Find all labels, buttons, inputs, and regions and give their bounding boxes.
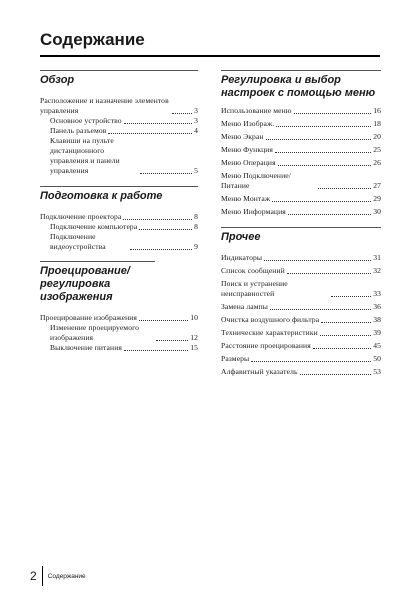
- leader-dots: [124, 123, 192, 124]
- leader-dots: [139, 320, 188, 321]
- leader-dots: [270, 309, 371, 310]
- toc-entry-title: Проецирование изображения: [40, 313, 137, 322]
- toc-entry[interactable]: [221, 106, 381, 116]
- toc-entry[interactable]: [40, 116, 198, 126]
- toc-entry[interactable]: [40, 313, 198, 323]
- toc-entry-title: Очистка воздушного фильтра: [221, 315, 320, 324]
- toc-entry-title: Изменение проецируемого изображения: [50, 323, 140, 342]
- toc-entry-page: 20: [373, 132, 381, 141]
- toc-entry-title: Панель разъемов: [50, 126, 107, 135]
- toc-entry-title: Индикаторы: [221, 253, 263, 262]
- toc-entry[interactable]: [221, 158, 381, 168]
- leader-dots: [130, 249, 192, 250]
- toc-entry[interactable]: [40, 136, 198, 176]
- toc-entry-title: Размеры: [221, 354, 250, 363]
- leader-dots: [139, 229, 192, 230]
- toc-entry-title: Алфавитный указатель: [221, 367, 298, 376]
- leader-dots: [288, 214, 371, 215]
- toc-right-column: [221, 70, 381, 377]
- toc-entry[interactable]: [40, 126, 198, 136]
- toc-entry-page: 31: [373, 253, 381, 262]
- toc-entry[interactable]: [221, 119, 381, 129]
- toc-entry[interactable]: [40, 222, 198, 232]
- toc-entry-page: 4: [194, 126, 198, 135]
- leader-dots: [276, 126, 371, 127]
- toc-entry-page: 53: [373, 367, 381, 376]
- toc-entry-title: Меню Операция: [221, 158, 276, 167]
- toc-entry-page: 27: [373, 181, 381, 190]
- toc-entry-page: 38: [373, 315, 381, 324]
- toc-entry[interactable]: [221, 145, 381, 155]
- toc-entry-page: 12: [190, 333, 198, 342]
- toc-entry-page: 36: [373, 302, 381, 311]
- toc-entry-page: 39: [373, 328, 381, 337]
- toc-entry-page: 50: [373, 354, 381, 363]
- section-heading-other: Прочее: [221, 227, 381, 244]
- toc-left-column: [40, 70, 198, 353]
- leader-dots: [321, 322, 371, 323]
- leader-dots: [331, 296, 371, 297]
- toc-entry-title: Меню Подключение/ Питание: [221, 171, 291, 190]
- leader-dots: [108, 133, 192, 134]
- toc-entry-page: 18: [373, 119, 381, 128]
- toc-entry[interactable]: [221, 279, 381, 299]
- toc-entry-page: 29: [373, 194, 381, 203]
- section-heading-preparation: Подготовка к работе: [40, 186, 198, 203]
- leader-dots: [156, 340, 188, 341]
- toc-entry[interactable]: [221, 341, 381, 351]
- page-footer: [30, 566, 86, 586]
- toc-entry-page: 30: [373, 207, 381, 216]
- toc-entry-page: 26: [373, 158, 381, 167]
- toc-entry-page: 33: [373, 289, 381, 298]
- toc-entry-title: Выключение питания: [50, 343, 122, 352]
- toc-entry-title: Меню Функция: [221, 145, 274, 154]
- toc-entry-title: Использование меню: [221, 106, 292, 115]
- toc-entry[interactable]: [221, 171, 381, 191]
- leader-dots: [275, 152, 371, 153]
- section-heading-projection: Проецирование/ регулировка изображения: [40, 262, 155, 304]
- toc-entry-title: Подключение компьютера: [50, 222, 138, 231]
- footer-label: Содержание: [47, 572, 86, 580]
- leader-dots: [287, 273, 371, 274]
- toc-entry[interactable]: [221, 354, 381, 364]
- toc-entry-title: Клавиши на пульте дистанционного управления и панели управления: [50, 136, 120, 175]
- toc-entry[interactable]: [40, 96, 198, 116]
- toc-entry-page: 15: [190, 343, 198, 352]
- toc-entry-page: 9: [194, 242, 198, 251]
- toc-entry[interactable]: [40, 323, 198, 343]
- leader-dots: [124, 350, 188, 351]
- leader-dots: [251, 361, 371, 362]
- page-number: 2: [30, 566, 43, 586]
- leader-dots: [272, 201, 371, 202]
- leader-dots: [318, 188, 371, 189]
- leader-dots: [278, 165, 372, 166]
- toc-entry-title: Меню Информация: [221, 207, 286, 216]
- toc-entry-title: Меню Монтаж: [221, 194, 271, 203]
- leader-dots: [300, 374, 372, 375]
- toc-entry[interactable]: [221, 253, 381, 263]
- toc-entry[interactable]: [221, 266, 381, 276]
- toc-entry[interactable]: [40, 232, 198, 252]
- toc-entry-title: Меню Экран: [221, 132, 264, 141]
- leader-dots: [294, 113, 372, 114]
- toc-entry[interactable]: [221, 315, 381, 325]
- toc-entry[interactable]: [40, 343, 198, 353]
- toc-entry-title: Расположение и назначение элементов управления: [40, 96, 169, 115]
- toc-entry-page: 16: [373, 106, 381, 115]
- leader-dots: [123, 219, 192, 220]
- toc-entry[interactable]: [221, 207, 381, 217]
- toc-entry-title: Подключение видеоустройства: [50, 232, 106, 251]
- section-heading-overview: Обзор: [40, 70, 198, 87]
- section-heading-menu-settings: Регулировка и выбор настроек с помощью меню: [221, 70, 381, 100]
- toc-entry[interactable]: [221, 328, 381, 338]
- toc-entry-title: Расстояние проецирования: [221, 341, 311, 350]
- toc-entry-page: 45: [373, 341, 381, 350]
- toc-entry[interactable]: [221, 194, 381, 204]
- toc-entry-page: 8: [194, 212, 198, 221]
- toc-entry-page: 32: [373, 266, 381, 275]
- toc-entry-page: 10: [190, 313, 198, 322]
- toc-entry[interactable]: [40, 212, 198, 222]
- toc-entry-title: Поиск и устранение неисправностей: [221, 279, 288, 298]
- toc-entry-page: 3: [194, 106, 198, 115]
- toc-entry-page: 8: [194, 222, 198, 231]
- toc-entry-page: 25: [373, 145, 381, 154]
- toc-entry-title: Основное устройство: [50, 116, 122, 125]
- toc-entry[interactable]: [221, 302, 381, 312]
- leader-dots: [140, 173, 192, 174]
- leader-dots: [172, 113, 192, 114]
- toc-entry[interactable]: [221, 132, 381, 142]
- leader-dots: [264, 260, 371, 261]
- toc-entry-page: 5: [194, 166, 198, 175]
- toc-entry[interactable]: [221, 367, 381, 377]
- page-title: Содержание: [40, 30, 380, 57]
- toc-entry-title: Список сообщений: [221, 266, 285, 275]
- leader-dots: [320, 335, 371, 336]
- leader-dots: [313, 348, 371, 349]
- toc-entry-page: 3: [194, 116, 198, 125]
- leader-dots: [266, 139, 372, 140]
- toc-entry-title: Меню Изображ.: [221, 119, 275, 128]
- toc-entry-title: Подключение проектора: [40, 212, 122, 221]
- toc-entry-title: Технические характеристики: [221, 328, 318, 337]
- toc-entry-title: Замена лампы: [221, 302, 269, 311]
